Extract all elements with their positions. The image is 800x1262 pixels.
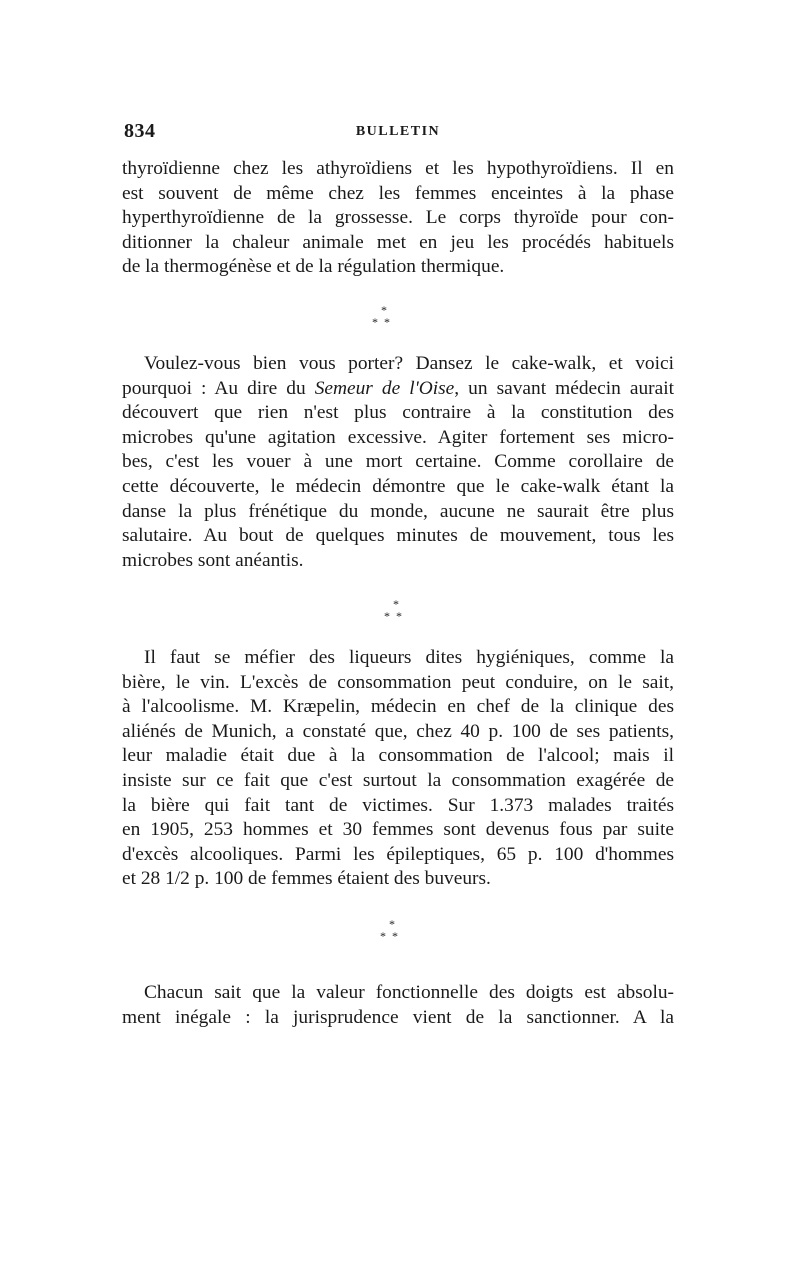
journal-title: Semeur de l'Oise (314, 377, 455, 399)
text-line: ment inégale : la jurisprudence vient de la sanctionner. A la (122, 1006, 674, 1028)
text-line: Voulez-vous bien vous porter? Dansez le cake-walk, et voici (144, 353, 674, 374)
text-line: aliénés de Munich, a constaté que, chez 40 p. 100 de ses patients, (122, 720, 674, 742)
text-line: Chacun sait que la valeur fonctionnelle des doigts est absolu- (144, 982, 674, 1003)
paragraph-liqueurs (122, 646, 674, 892)
text-line: de la thermogénèse et de la régulation thermique. (122, 256, 505, 278)
asterism-top: * (381, 303, 387, 317)
text-line: la bière qui fait tant de victimes. Sur 1.373 malades traités (122, 794, 674, 816)
page-header (122, 120, 674, 144)
text-line: cette découverte, le médecin démontre que le cake-walk étant la (122, 475, 674, 497)
text-line: salutaire. Au bout de quelques minutes de mouvement, tous les (122, 525, 674, 547)
text-line: à l'alcoolisme. M. Kræpelin, médecin en chef de la clinique des (122, 696, 674, 718)
running-title: BULLETIN (355, 124, 441, 139)
paragraph-cake-walk (122, 352, 674, 573)
asterism-top: * (393, 597, 399, 611)
asterism-top: * (389, 917, 395, 931)
text-line: microbes sont anéantis. (122, 549, 304, 571)
asterism-divider (376, 598, 416, 628)
text-line: ditionner la chaleur animale met en jeu les procédés habituels (122, 231, 674, 253)
text-line: et 28 1/2 p. 100 de femmes étaient des buveurs. (122, 868, 491, 890)
text-line: danse la plus frénétique du monde, aucune ne saurait être plus (122, 500, 674, 522)
asterism-bottom: ** (380, 929, 404, 943)
text-line: thyroïdienne chez les athyroïdiens et les hypothyroïdiens. Il en (122, 158, 674, 179)
text-line: Il faut se méfier des liqueurs dites hygiéniques, comme la (144, 647, 674, 668)
asterism-divider (364, 304, 404, 334)
text-line: bière, le vin. L'excès de consommation peut conduire, on le sait, (122, 671, 674, 693)
paragraph-thyroid (122, 157, 674, 280)
text-line: hyperthyroïdienne de la grossesse. Le corps thyroïde pour con- (122, 207, 674, 229)
text-line: bes, c'est les vouer à une mort certaine. Comme corollaire de (122, 451, 674, 473)
text-line: insiste sur ce fait que c'est surtout la consommation exagérée de (122, 769, 674, 791)
text-line: leur maladie était due à la consommation de l'alcool; mais il (122, 745, 674, 767)
asterism-bottom: ** (372, 315, 396, 329)
text-line: d'excès alcooliques. Parmi les épileptiques, 65 p. 100 d'hommes (122, 843, 674, 865)
asterism-divider (372, 918, 412, 948)
text-line: est souvent de même chez les femmes enceintes à la phase (122, 182, 674, 204)
text-line: microbes qu'une agitation excessive. Agiter fortement ses micro- (122, 426, 674, 448)
text-fragment: , un savant médecin aurait (454, 377, 674, 399)
text-line: découvert que rien n'est plus contraire à la constitution des (122, 402, 674, 424)
text-line-with-citation (122, 377, 674, 402)
asterism-bottom: ** (384, 609, 408, 623)
text-fragment: pourquoi : Au dire du (122, 377, 315, 399)
paragraph-fingers (122, 981, 674, 1030)
page-number: 834 (124, 120, 156, 142)
text-line: en 1905, 253 hommes et 30 femmes sont devenus fous par suite (122, 819, 674, 841)
